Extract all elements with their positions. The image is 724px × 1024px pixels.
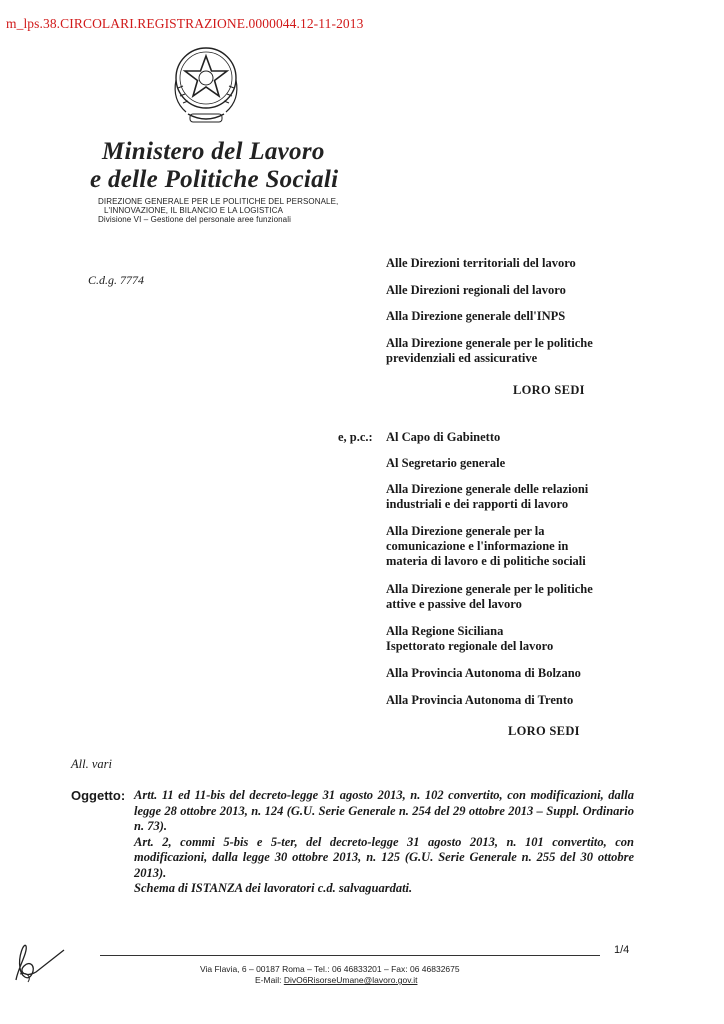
cc-recipient-item: Al Segretario generale	[386, 456, 506, 470]
department-line1: DIREZIONE GENERALE PER LE POLITICHE DEL PERSONALE,	[98, 197, 339, 206]
subject-paragraph-3: Schema di ISTANZA dei lavoratori c.d. salvaguardati.	[134, 881, 413, 895]
cc-recipient-item: Alla Provincia Autonoma di Bolzano	[386, 666, 581, 680]
ministry-name-line1: Ministero del Lavoro	[102, 138, 325, 165]
recipient-item: Alle Direzioni territoriali del lavoro	[386, 256, 576, 270]
cdg-reference: C.d.g. 7774	[88, 273, 145, 287]
recipient-item: Alla Direzione generale per le politiche previdenziali ed assicurative	[386, 336, 593, 365]
email-link[interactable]: DivO6RisorseUmane@lavoro.gov.it	[283, 975, 418, 985]
footer-address: Via Flavia, 6 – 00187 Roma – Tel.: 06 46833201 – Fax: 06 46832675	[200, 964, 460, 974]
loro-sedi-label: LORO SEDI	[508, 724, 580, 738]
department-line2: L'INNOVAZIONE, IL BILANCIO E LA LOGISTICA	[104, 206, 284, 215]
email-label: E-Mail:	[255, 975, 284, 985]
recipient-item: Alle Direzioni regionali del lavoro	[386, 283, 566, 297]
department-line3: Divisione VI – Gestione del personale aree funzionali	[98, 215, 291, 224]
loro-sedi-label: LORO SEDI	[513, 383, 585, 397]
cc-recipient-item: Alla Provincia Autonoma di Trento	[386, 693, 574, 707]
protocol-number: m_lps.38.CIRCOLARI.REGISTRAZIONE.0000044.12-11-2013	[6, 16, 364, 31]
recipient-item: Alla Direzione generale dell'INPS	[386, 309, 566, 323]
signature-icon	[6, 938, 68, 988]
ministry-name-line2: e delle Politiche Sociali	[90, 166, 339, 193]
cc-recipient-item: Alla Direzione generale delle relazioni industriali e dei rapporti di lavoro	[386, 482, 589, 511]
footer-email	[255, 975, 417, 985]
republic-emblem-icon	[166, 40, 246, 130]
cc-recipient-item: Alla Regione Siciliana Ispettorato regionale del lavoro	[386, 624, 554, 653]
cc-recipient-item: Alla Direzione generale per la comunicazione e l'informazione in materia di lavoro e di politiche sociali	[386, 524, 586, 568]
cc-recipient-item: Al Capo di Gabinetto	[386, 430, 501, 444]
subject-label: Oggetto:	[71, 788, 126, 803]
subject-paragraph-1: Artt. 11 ed 11-bis del decreto-legge 31 agosto 2013, n. 102 convertito, con modificazioni, dalla legge 28 ottobre 2013, n. 124 (G.U. Serie Generale n. 254 del 29 ottobre 2013 – Suppl. Ordinario n. 73).	[134, 788, 634, 833]
subject-body	[134, 788, 634, 897]
subject-paragraph-2: Art. 2, commi 5-bis e 5-ter, del decreto-legge 31 agosto 2013, n. 101 convertito, con modificazioni, dalla legge 30 ottobre 2013, n. 125 (G.U. Serie Generale n. 255 del 30 ottobre 2013).	[134, 834, 634, 880]
page-number: 1/4	[614, 944, 630, 956]
footer-divider	[100, 955, 600, 956]
cc-recipient-item: Alla Direzione generale per le politiche attive e passive del lavoro	[386, 582, 593, 611]
attachments-label: All. vari	[71, 757, 112, 771]
cc-label: e, p.c.:	[338, 430, 373, 444]
